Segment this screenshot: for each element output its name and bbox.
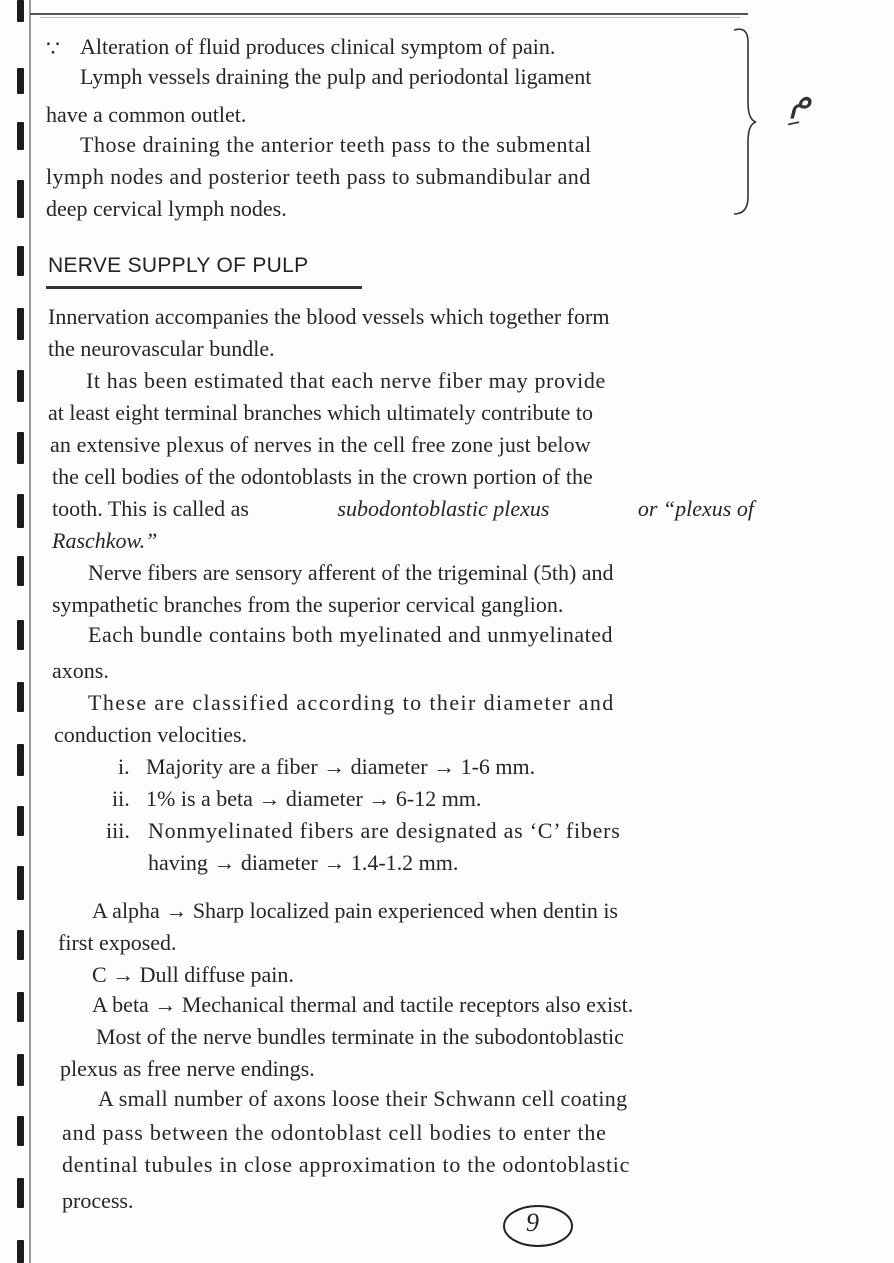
list-item: Nonmyelinated fibers are designated as ‘C’ fibers bbox=[148, 818, 621, 843]
top-rule bbox=[30, 13, 748, 15]
paragraph-line: Innervation accompanies the blood vessels which together form bbox=[48, 304, 610, 329]
list-item-continuation: having → diameter → 1.4-1.2 mm. bbox=[148, 850, 459, 875]
paragraph-line: A small number of axons loose their Schwann cell coating bbox=[98, 1086, 628, 1111]
paragraph-line: A alpha → Sharp localized pain experienced when dentin is bbox=[92, 898, 618, 923]
edge-mark bbox=[17, 1054, 24, 1086]
edge-mark bbox=[17, 180, 24, 218]
paragraph-line: the cell bodies of the odontoblasts in the crown portion of the bbox=[52, 464, 593, 489]
edge-mark bbox=[17, 1116, 24, 1146]
edge-mark bbox=[17, 308, 24, 340]
margin-handwritten-note: مِ bbox=[790, 78, 813, 119]
edge-mark bbox=[17, 556, 24, 586]
section-heading: NERVE SUPPLY OF PULP bbox=[48, 254, 309, 277]
paragraph-line: plexus as free nerve endings. bbox=[60, 1056, 315, 1081]
edge-mark bbox=[17, 246, 24, 276]
edge-mark bbox=[17, 122, 24, 150]
italic-term: subodontoblastic plexus bbox=[337, 496, 550, 521]
list-item: 1% is a beta → diameter → 6-12 mm. bbox=[146, 786, 482, 811]
list-number: ii. bbox=[112, 786, 130, 811]
paragraph-line: have a common outlet. bbox=[46, 102, 247, 127]
edge-mark bbox=[17, 432, 24, 464]
paragraph-line: Alteration of fluid produces clinical symptom of pain. bbox=[80, 34, 556, 59]
edge-mark bbox=[17, 1178, 24, 1208]
paragraph-line bbox=[52, 494, 754, 524]
paragraph-line: process. bbox=[62, 1188, 134, 1213]
edge-mark bbox=[17, 494, 24, 528]
edge-mark bbox=[17, 370, 24, 402]
text-span: tooth. This is called as bbox=[52, 496, 249, 521]
paragraph-line: dentinal tubules in close approximation to the odontoblastic bbox=[62, 1152, 631, 1177]
edge-mark bbox=[17, 1240, 24, 1263]
paragraph-line: It has been estimated that each nerve fiber may provide bbox=[86, 368, 606, 393]
paragraph-line: Those draining the anterior teeth pass to the submental bbox=[80, 132, 592, 157]
edge-mark bbox=[17, 992, 24, 1022]
italic-term: or “plexus of bbox=[637, 496, 754, 521]
edge-mark bbox=[17, 806, 24, 836]
page-number: 9 bbox=[526, 1208, 539, 1237]
paragraph-line: conduction velocities. bbox=[54, 722, 248, 747]
paragraph-line: deep cervical lymph nodes. bbox=[46, 196, 287, 221]
therefore-symbol: ∵ bbox=[46, 36, 60, 61]
paragraph-line: sympathetic branches from the superior cervical ganglion. bbox=[52, 592, 564, 617]
edge-mark bbox=[17, 0, 24, 22]
heading-underline bbox=[46, 286, 362, 289]
list-item: Majority are a fiber → diameter → 1-6 mm. bbox=[146, 754, 536, 779]
paragraph-line: Nerve fibers are sensory afferent of the trigeminal (5th) and bbox=[88, 560, 614, 585]
edge-mark bbox=[17, 930, 24, 960]
paragraph-line: and pass between the odontoblast cell bodies to enter the bbox=[62, 1120, 607, 1145]
edge-mark bbox=[17, 68, 24, 94]
paragraph-line: Raschkow.” bbox=[52, 528, 158, 553]
paragraph-line: Most of the nerve bundles terminate in the subodontoblastic bbox=[96, 1024, 624, 1049]
paragraph-line: Lymph vessels draining the pulp and periodontal ligament bbox=[80, 64, 592, 89]
paragraph-line: lymph nodes and posterior teeth pass to submandibular and bbox=[46, 164, 591, 189]
paragraph-line: A beta → Mechanical thermal and tactile receptors also exist. bbox=[92, 992, 634, 1017]
top-rule-faint bbox=[40, 17, 740, 18]
paragraph-line: the neurovascular bundle. bbox=[48, 336, 275, 361]
paragraph-line: first exposed. bbox=[58, 930, 177, 955]
paragraph-line: C → Dull diffuse pain. bbox=[92, 962, 294, 987]
edge-mark bbox=[17, 682, 24, 712]
margin-bracket-drawing bbox=[728, 22, 758, 222]
list-number: i. bbox=[118, 754, 130, 779]
list-number: iii. bbox=[106, 818, 130, 843]
binding-rule bbox=[29, 0, 31, 1263]
edge-mark bbox=[17, 620, 24, 650]
edge-mark bbox=[17, 744, 24, 776]
edge-mark bbox=[17, 866, 24, 900]
paragraph-line: at least eight terminal branches which ultimately contribute to bbox=[48, 400, 593, 425]
paragraph-line: Each bundle contains both myelinated and unmyelinated bbox=[88, 622, 614, 647]
paragraph-line: axons. bbox=[52, 658, 109, 683]
paragraph-line: an extensive plexus of nerves in the cell free zone just below bbox=[50, 432, 591, 457]
paragraph-line: These are classified according to their diameter and bbox=[88, 690, 615, 715]
